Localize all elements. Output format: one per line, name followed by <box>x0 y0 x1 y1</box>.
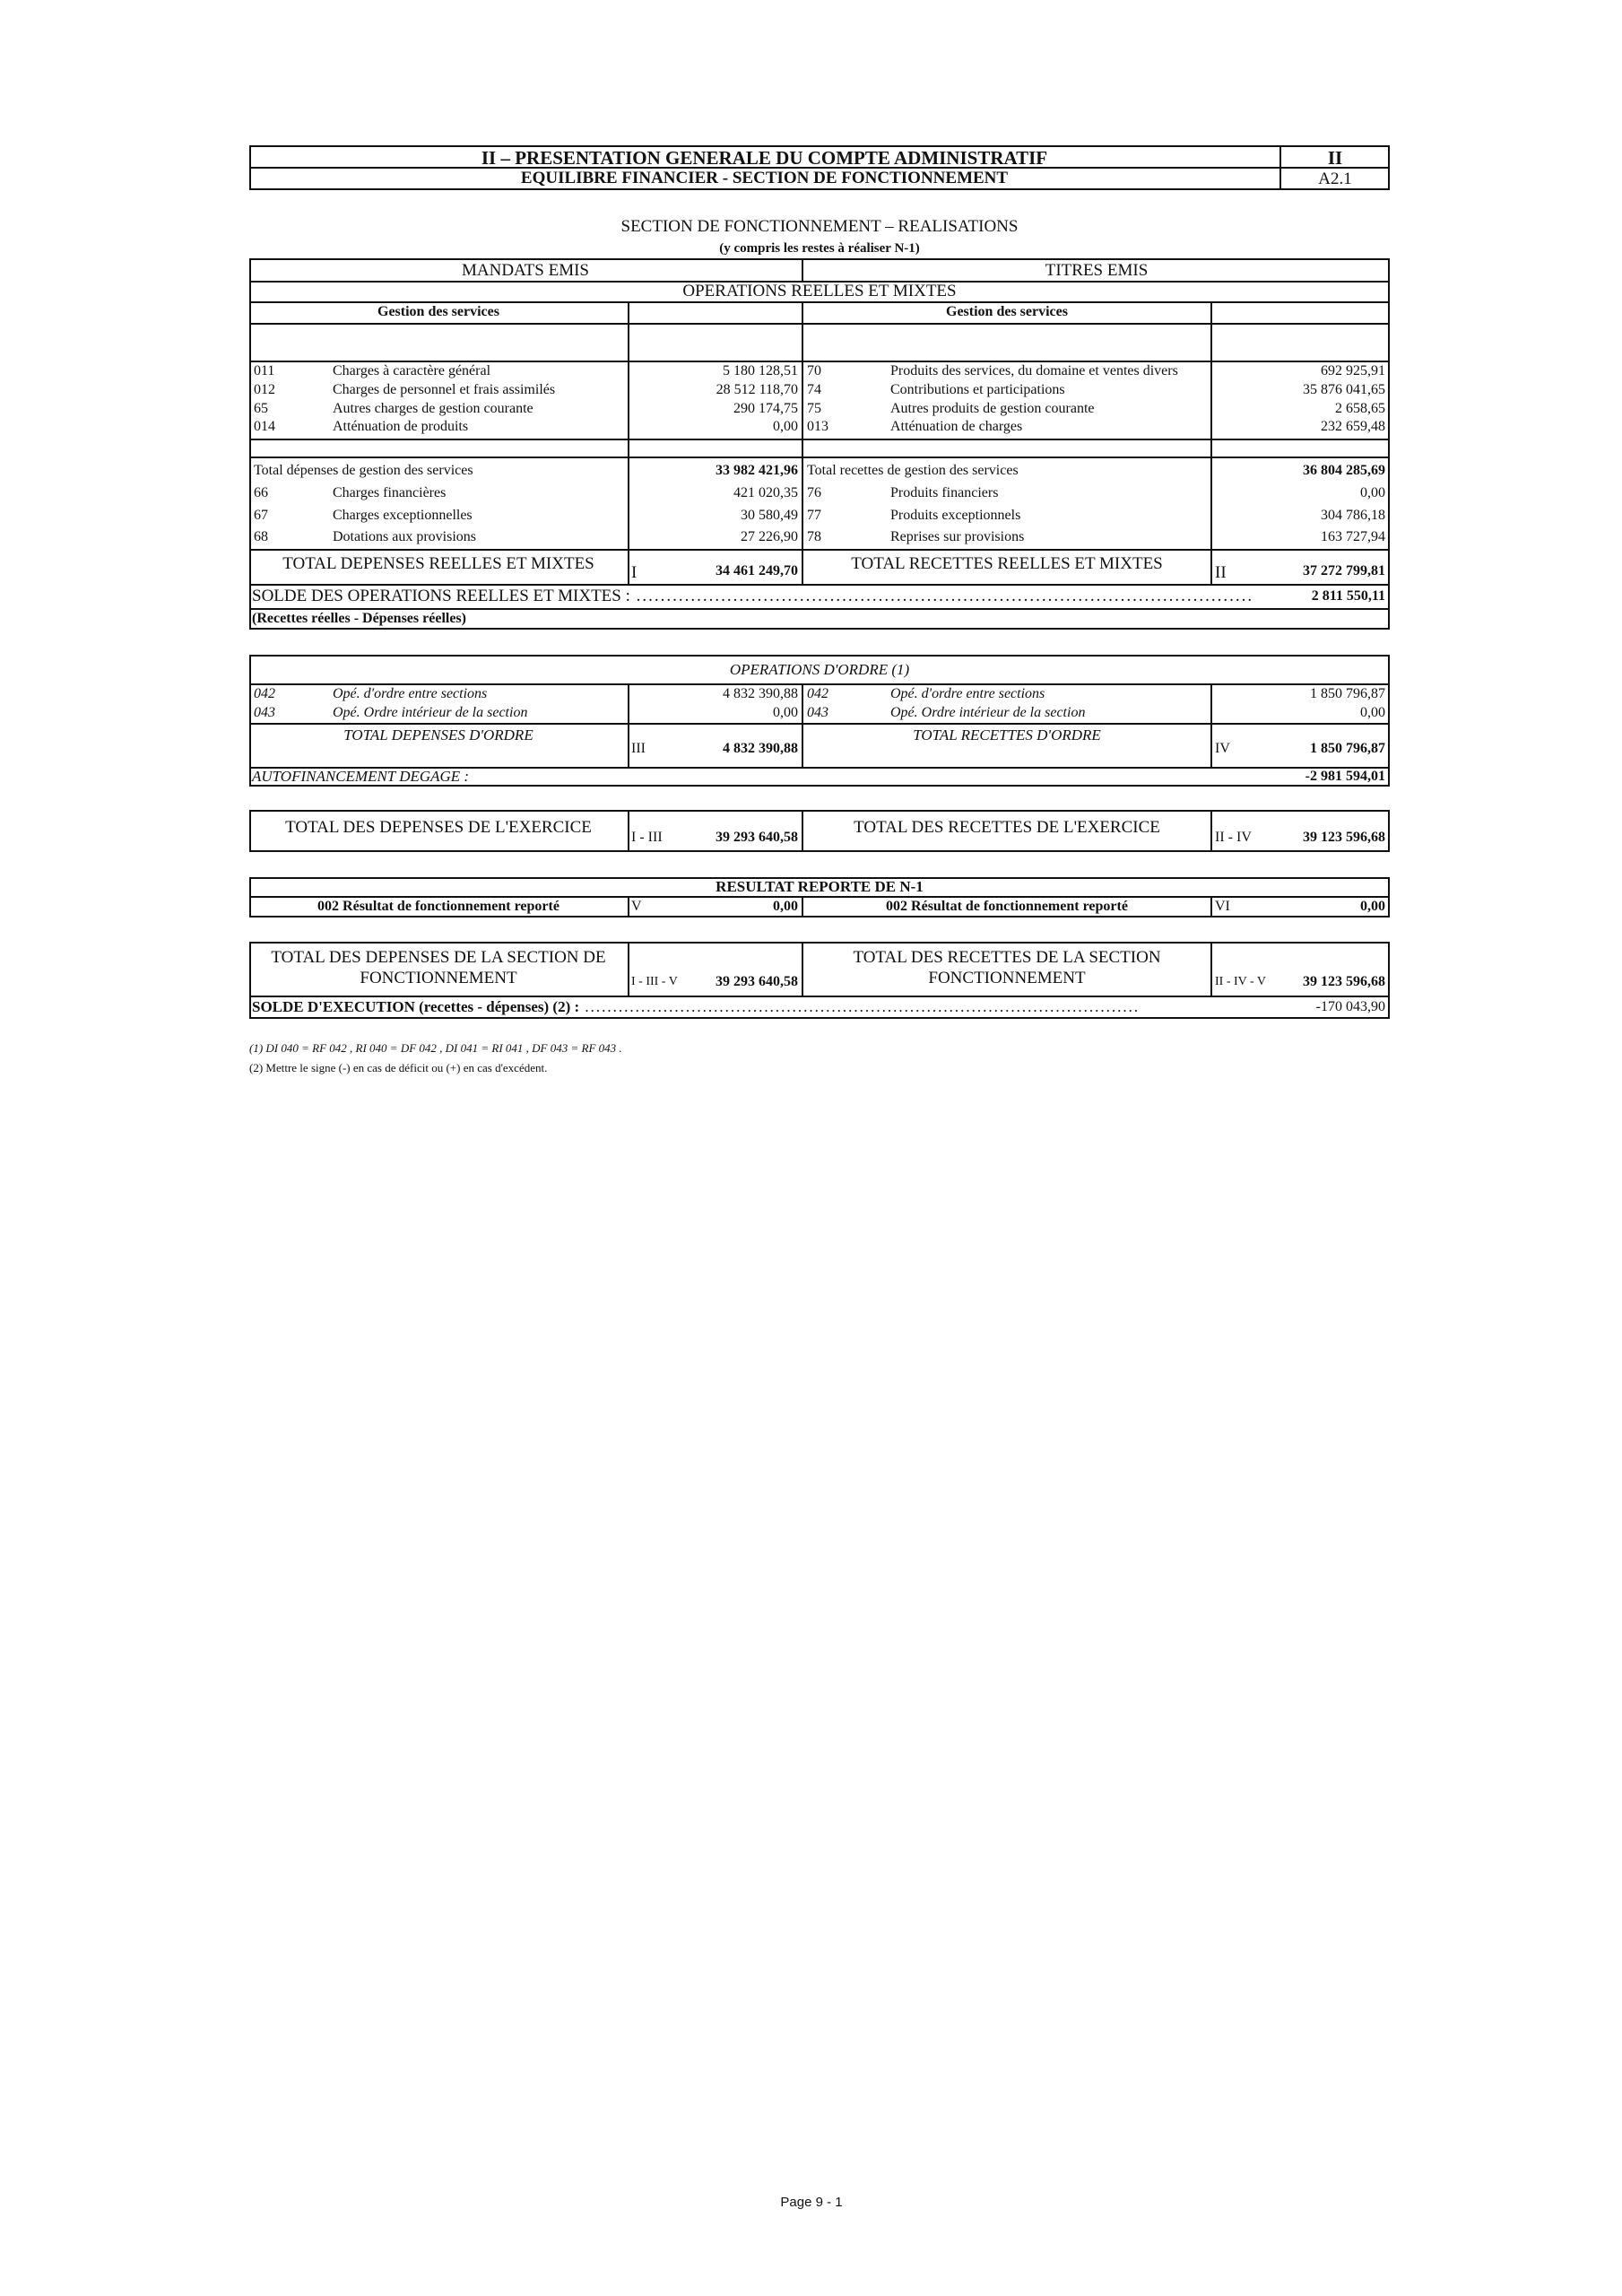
dep-code: 014 <box>254 419 275 434</box>
dep-code: 012 <box>254 382 275 397</box>
solde-reelles-value: 2 811 550,11 <box>1311 588 1385 604</box>
mandats-header: MANDATS EMIS <box>462 261 589 280</box>
total-rec-reelles-label: TOTAL RECETTES REELLES ET MIXTES <box>851 554 1163 573</box>
total-dep-section-value: 39 293 640,58 <box>716 974 798 989</box>
dep-value: 421 020,35 <box>733 485 798 500</box>
rec-code: 013 <box>807 419 828 434</box>
dep-value: 27 226,90 <box>741 529 798 544</box>
dep-label: Charges à caractère général <box>333 363 491 378</box>
total-dep-reelles-roman: I <box>631 563 638 582</box>
rec-value: 304 786,18 <box>1321 508 1385 523</box>
rec-label: Reprises sur provisions <box>890 529 1025 544</box>
header-code: II <box>1327 147 1343 169</box>
solde-reelles-text: SOLDE DES OPERATIONS REELLES ET MIXTES : <box>252 587 630 605</box>
rec-label: Produits exceptionnels <box>890 508 1021 523</box>
total-rec-section-roman: II - IV - V <box>1215 975 1267 988</box>
ordre-rec-code: 043 <box>807 705 828 720</box>
ordre-dep-value: 4 832 390,88 <box>723 686 798 701</box>
rec-label: Produits des services, du domaine et ventes divers <box>890 363 1178 378</box>
rec-label: Contributions et participations <box>890 382 1065 397</box>
ordre-dep-label: Opé. Ordre intérieur de la section <box>333 705 528 720</box>
ordre-dep-label: Opé. d'ordre entre sections <box>333 686 488 701</box>
solde-execution-value: -170 043,90 <box>1315 999 1385 1014</box>
report-header: RESULTAT REPORTE DE N-1 <box>716 878 924 895</box>
total-dep-gestion-label: Total dépenses de gestion des services <box>254 463 473 478</box>
solde-reelles-label: SOLDE DES OPERATIONS REELLES ET MIXTES : ...................................................................................................... <box>252 587 1254 605</box>
footnote-1: (1) DI 040 = RF 042 , RI 040 = DF 042 , DI 041 = RI 041 , DF 043 = RF 043 . <box>249 1041 622 1055</box>
rec-code: 74 <box>807 382 821 397</box>
header-ref: A2.1 <box>1318 170 1352 188</box>
solde-execution-label: SOLDE D'EXECUTION (recettes - dépenses) (2) : ................................................................................................... <box>252 998 1141 1015</box>
total-rec-ordre-label: TOTAL RECETTES D'ORDRE <box>913 726 1101 744</box>
total-rec-reelles-roman: II <box>1215 563 1227 582</box>
footnote-2: (2) Mettre le signe (-) en cas de déficit ou (+) en cas d'excédent. <box>249 1061 548 1074</box>
dep-value: 5 180 128,51 <box>723 363 798 378</box>
rec-code: 77 <box>807 508 821 523</box>
total-rec-exercice-roman: II - IV <box>1215 830 1252 845</box>
total-rec-gestion-label: Total recettes de gestion des services <box>807 463 1019 478</box>
dep-code: 66 <box>254 485 268 500</box>
rec-code: 75 <box>807 401 821 416</box>
total-rec-ordre-value: 1 850 796,87 <box>1310 741 1385 756</box>
report-rec-roman: VI <box>1215 899 1230 914</box>
dep-label: Charges de personnel et frais assimilés <box>333 382 556 397</box>
total-dep-section-label-2: FONCTIONNEMENT <box>360 969 517 987</box>
page-number: Page 9 - 1 <box>780 2195 843 2210</box>
ordre-rec-value: 1 850 796,87 <box>1310 686 1385 701</box>
total-dep-section-roman: I - III - V <box>631 975 678 988</box>
ordre-rec-label: Opé. Ordre intérieur de la section <box>890 705 1086 720</box>
rec-value: 163 727,94 <box>1321 529 1385 544</box>
dep-label: Atténuation de produits <box>333 419 469 434</box>
page-subtitle: EQUILIBRE FINANCIER - SECTION DE FONCTIONNEMENT <box>520 169 1009 187</box>
rec-label: Autres produits de gestion courante <box>890 401 1095 416</box>
rec-code: 76 <box>807 485 821 500</box>
dep-code: 011 <box>254 363 275 378</box>
rec-value: 692 925,91 <box>1321 363 1385 378</box>
dep-code: 68 <box>254 529 268 544</box>
dep-label: Autres charges de gestion courante <box>333 401 533 416</box>
dep-label: Charges exceptionnelles <box>333 508 473 523</box>
total-dep-ordre-roman: III <box>631 741 646 756</box>
total-dep-section-label-1: TOTAL DES DEPENSES DE LA SECTION DE <box>271 948 606 967</box>
autofinancement-value: -2 981 594,01 <box>1305 769 1385 784</box>
total-dep-exercice-value: 39 293 640,58 <box>716 830 798 845</box>
section-subtitle: (y compris les restes à réaliser N-1) <box>719 241 920 256</box>
ordre-rec-label: Opé. d'ordre entre sections <box>890 686 1045 701</box>
total-rec-exercice-label: TOTAL DES RECETTES DE L'EXERCICE <box>854 818 1160 837</box>
dep-code: 65 <box>254 401 268 416</box>
report-dep-value: 0,00 <box>773 899 798 914</box>
total-rec-exercice-value: 39 123 596,68 <box>1303 830 1385 845</box>
total-dep-reelles-value: 34 461 249,70 <box>716 563 798 578</box>
report-rec-value: 0,00 <box>1360 899 1385 914</box>
solde-reelles-sub: (Recettes réelles - Dépenses réelles) <box>252 611 466 626</box>
report-dep-label: 002 Résultat de fonctionnement reporté <box>317 899 559 914</box>
page-title: II – PRESENTATION GENERALE DU COMPTE ADMINISTRATIF <box>481 147 1048 169</box>
dep-value: 30 580,49 <box>741 508 798 523</box>
gestion-left-header: Gestion des services <box>377 304 499 319</box>
rec-value: 0,00 <box>1360 485 1385 500</box>
dep-label: Dotations aux provisions <box>333 529 476 544</box>
total-dep-exercice-label: TOTAL DES DEPENSES DE L'EXERCICE <box>285 818 592 837</box>
total-rec-gestion-value: 36 804 285,69 <box>1303 463 1385 478</box>
rec-code: 70 <box>807 363 821 378</box>
total-dep-ordre-value: 4 832 390,88 <box>723 741 798 756</box>
dep-code: 67 <box>254 508 268 523</box>
rec-value: 2 658,65 <box>1335 401 1385 416</box>
rec-label: Atténuation de charges <box>890 419 1023 434</box>
total-rec-section-label-2: FONCTIONNEMENT <box>928 969 1086 987</box>
ordre-dep-code: 043 <box>254 705 275 720</box>
dep-value: 290 174,75 <box>733 401 798 416</box>
report-dep-roman: V <box>631 899 642 914</box>
ordre-rec-value: 0,00 <box>1360 705 1385 720</box>
rec-code: 78 <box>807 529 821 544</box>
dep-label: Charges financières <box>333 485 447 500</box>
total-rec-ordre-roman: IV <box>1215 741 1230 756</box>
operations-reelles-header: OPERATIONS REELLES ET MIXTES <box>682 282 957 300</box>
autofinancement-label: AUTOFINANCEMENT DEGAGE : <box>252 768 470 785</box>
ordre-dep-value: 0,00 <box>773 705 798 720</box>
total-dep-gestion-value: 33 982 421,96 <box>716 463 798 478</box>
rec-value: 35 876 041,65 <box>1303 382 1385 397</box>
report-rec-label: 002 Résultat de fonctionnement reporté <box>886 899 1128 914</box>
total-rec-reelles-value: 37 272 799,81 <box>1303 563 1385 578</box>
solde-execution-text: SOLDE D'EXECUTION (recettes - dépenses) (2) : <box>252 998 580 1015</box>
ordre-rec-code: 042 <box>807 686 828 701</box>
total-rec-section-value: 39 123 596,68 <box>1303 974 1385 989</box>
ordre-dep-code: 042 <box>254 686 275 701</box>
rec-label: Produits financiers <box>890 485 999 500</box>
gestion-right-header: Gestion des services <box>946 304 1068 319</box>
section-title: SECTION DE FONCTIONNEMENT – REALISATIONS <box>620 217 1019 236</box>
ordre-header: OPERATIONS D'ORDRE (1) <box>729 661 910 678</box>
dep-value: 28 512 118,70 <box>716 382 798 397</box>
rec-value: 232 659,48 <box>1321 419 1385 434</box>
total-dep-ordre-label: TOTAL DEPENSES D'ORDRE <box>343 726 533 744</box>
total-dep-reelles-label: TOTAL DEPENSES REELLES ET MIXTES <box>282 554 594 573</box>
titres-header: TITRES EMIS <box>1045 261 1149 280</box>
total-dep-exercice-roman: I - III <box>631 830 663 845</box>
dep-value: 0,00 <box>773 419 798 434</box>
total-rec-section-label-1: TOTAL DES RECETTES DE LA SECTION <box>853 948 1161 967</box>
